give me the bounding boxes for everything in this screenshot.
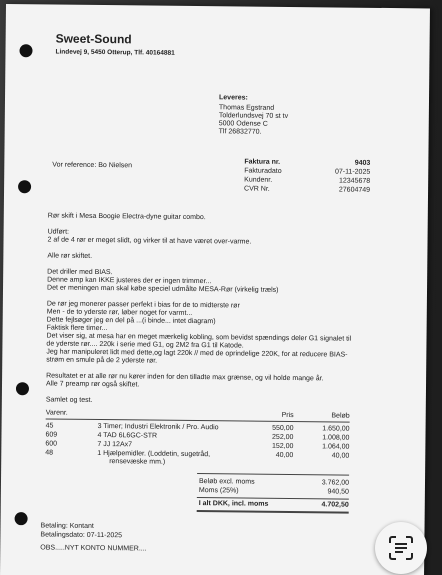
cell-belob: 40,00 (331, 452, 350, 460)
grand-total-value: 4.702,50 (321, 501, 349, 509)
cell-pris: 252,00 (272, 433, 294, 442)
invoice-row-label: Fakturadato (244, 167, 282, 175)
payment-method: Betaling: Kontant (40, 522, 94, 530)
invoice-page (0, 4, 430, 575)
body-text: Det viser sig, at mesa har en meget mærkelig kobling, som bevidst spændings deler G1 signalet til (46, 332, 352, 343)
delivery-line: Tlf 26832770. (218, 128, 262, 136)
col-header-varenr: Varenr. (45, 409, 68, 417)
text-scan-button[interactable] (375, 522, 427, 574)
body-text: Faktisk flere timer... (46, 324, 108, 333)
body-text: strøm en smule på de 2 yderste rør. (46, 356, 158, 365)
delivery-line: Thomas Egstrand (218, 104, 275, 112)
body-text: de yderste rør.... 220k i serie med G1, og 2M2 fra G1 til Katode. (46, 340, 244, 350)
udfort-label: Udført: (47, 228, 70, 236)
intro-text: Rør skift i Mesa Boogie Electra-dyne guitar combo. (47, 212, 206, 222)
totals-double-rule (197, 510, 349, 514)
body-text: Det er meningen man skal købe speciel udmålte MESA-Rør (virkelig træls) (46, 284, 279, 294)
cell-varenr: 48 (45, 449, 54, 457)
punch-hole (16, 382, 29, 395)
cell-pris: 152,00 (271, 442, 294, 451)
punch-hole (18, 180, 31, 193)
body-text: Men - de to yderste rør, løber noget for varmt... (46, 308, 193, 317)
body-text: Dette fejlsøger jeg en del på ...(i binde... intet diagram) (46, 316, 216, 326)
body-text: Denne amp kan IKKE justeres der er ingen trimmer... (47, 276, 212, 286)
col-header-pris: Pris (281, 411, 294, 420)
cell-varenr: 45 (45, 422, 54, 430)
reference: Vor reference: Bo Nielsen (52, 161, 133, 170)
body-text: Alle 7 preamp rør også skiftet. (45, 380, 140, 389)
cell-desc-cont: rensevæske mm.) (109, 458, 166, 466)
company-address: Lindevej 9, 5450 Otterup, Tlf. 40164881 (55, 48, 175, 57)
col-header-belob: Beløb (331, 412, 350, 420)
invoice-number: 9403 (354, 159, 371, 167)
totals-rule (197, 473, 349, 476)
cell-belob: 1.064,00 (322, 443, 350, 451)
body-text: De rør jeg monerer passer perfekt i bias for de to midterste rør (46, 300, 240, 310)
invoice-row-label: Kundenr. (244, 176, 273, 184)
account-note: OBS.....NYT KONTO NUMMER.... (40, 544, 147, 553)
invoice-row-label: CVR Nr. (244, 185, 270, 193)
moms-value: 940,50 (327, 488, 349, 496)
delivery-label: Leveres: (218, 94, 248, 102)
invoice-row-value: 07-11-2025 (334, 168, 371, 176)
cell-varenr: 600 (45, 440, 58, 448)
cell-belob: 1.650,00 (322, 425, 350, 433)
company-name: Sweet-Sound (55, 31, 132, 47)
body-text: Alle rør skiftet. (47, 252, 93, 260)
delivery-line: 5000 Odense C (218, 120, 268, 128)
punch-hole (19, 44, 32, 57)
grand-total-label: I alt DKK, incl. moms (198, 500, 269, 508)
text-scan-icon (388, 535, 414, 561)
invoice-title: Faktura nr. (244, 158, 281, 166)
body-text: Samlet og test. (45, 396, 93, 404)
cell-desc: 1 Hjælpemidler. (Loddetin, sugetråd, (97, 449, 211, 459)
moms-label: Moms (25%) (198, 487, 239, 495)
body-text: Resultatet er at alle rør nu kører inden for den tilladte max grænse, og vil holde mange år. (46, 372, 324, 383)
body-text: Jeg har manipuleret lidt med dette,og lagt 220k // med de oprindelige 220K, for at reducere BIAS- (46, 348, 348, 359)
delivery-line: Tolderlundsvej 70 st tv (218, 112, 289, 120)
cell-desc: 7 JJ 12Ax7 (97, 440, 133, 449)
punch-hole (15, 512, 28, 525)
body-text: Det driller med BIAS. (47, 268, 113, 277)
invoice-row-value: 12345678 (338, 177, 371, 185)
totals-rule (197, 497, 349, 500)
total-excl-label: Beløb excl. moms (198, 478, 255, 486)
total-excl-value: 3.762,00 (321, 479, 350, 487)
cell-desc: 4 TAD 6L6GC-STR (97, 431, 158, 440)
cell-varenr: 609 (45, 431, 58, 439)
cell-pris: 550,00 (272, 424, 294, 433)
cell-pris: 40,00 (275, 451, 294, 460)
cell-desc: 3 Timer; Industri Elektronik / Pro. Audio (97, 422, 219, 432)
udfort-text: 2 af de 4 rør er meget slidt, og virker til at have været over-varme. (47, 236, 252, 246)
invoice-row-value: 27604749 (338, 186, 371, 194)
payment-date: Betalingsdato: 07-11-2025 (40, 531, 123, 540)
cell-belob: 1.008,00 (322, 434, 350, 442)
